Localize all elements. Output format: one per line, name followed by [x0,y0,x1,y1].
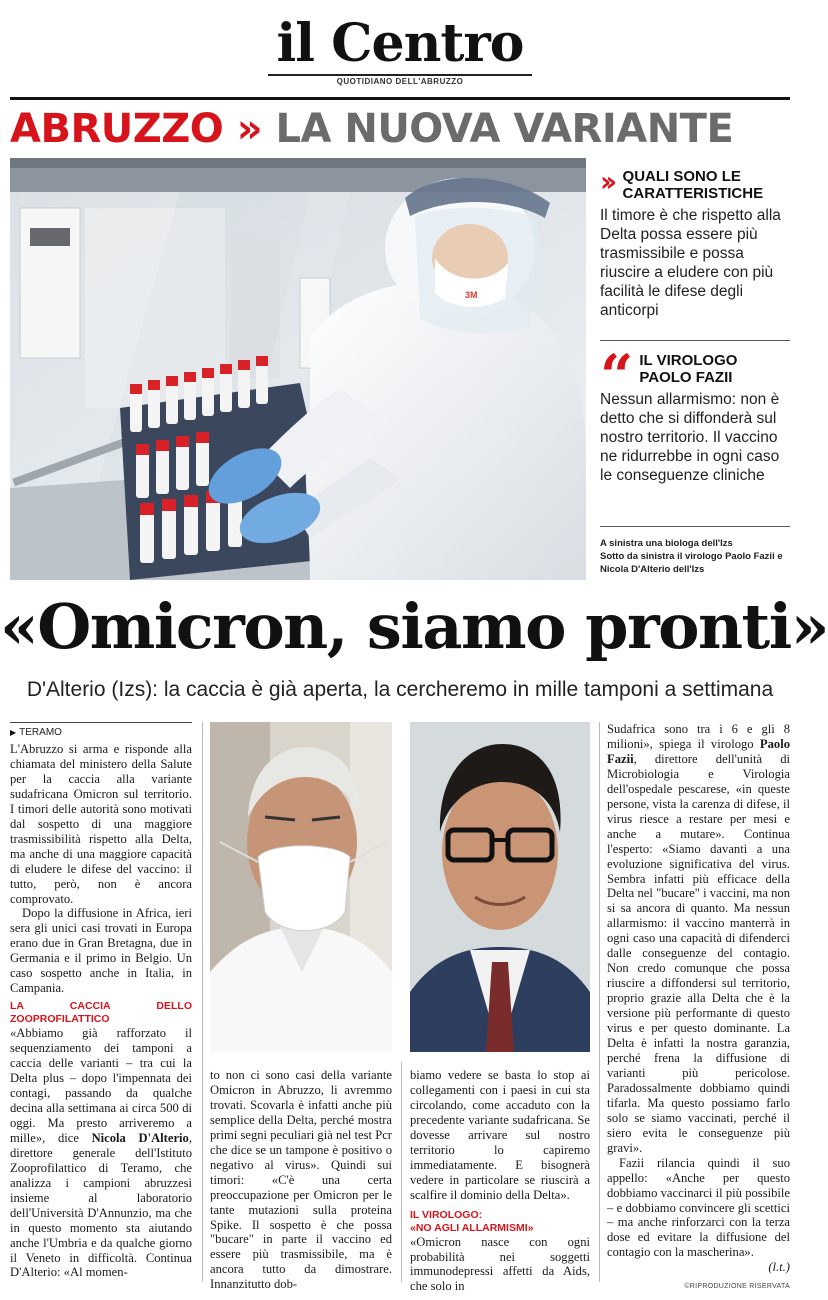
top-divider [10,97,790,100]
section-region: ABRUZZO [10,106,224,152]
article-paragraph: L'Abruzzo si arma e risponde alla chiamata del ministero della Salute per la caccia alla variante sudafricana Omicron sul territorio. I timori delle autorità sono motivati dal sospetto di una maggiore trasmissibilità rispetto alla Delta, ma anche di una maggiore capacità di eludere le difese del vaccino: il tutto, però, non è ancora comprovato. [10,742,192,906]
dateline [10,722,192,740]
sidebox-virologist [600,342,790,485]
article-paragraph [10,1026,192,1280]
caption-divider [600,526,790,527]
article-subtitle: «NO AGLI ALLARMISMI» [410,1221,534,1234]
author-signature: (l.t.) [768,1260,790,1275]
newspaper-tagline: QUOTIDIANO DELL'ABRUZZO [336,77,464,86]
sidebox-virologist-body: Nessun allarmismo: non è detto che si diffonderà sul nostro territorio. Il vaccino ne ridurrebbe in ogni caso le conseguenze cliniche [600,391,780,484]
caption-line-2: Sotto da sinistra il virologo Paolo Fazii e Nicola D'Alterio dell'Izs [600,551,783,575]
photo-caption [600,537,790,576]
article-paragraph: Fazii rilancia quindi il suo appello: «Anche per questo dobbiamo vaccinarci il più possibile – e dobbiamo convincere gli scettici – ma anche rinforzarci con la terza dose ed evitare la diffusione del contagio con la mascherina». [607,1155,790,1260]
article-paragraph: «Omicron nasce con ogni probabilità nei soggetti immunodepressi affetti da Aids, che solo in [410,1234,590,1294]
logo-underline [268,74,532,76]
column-divider [401,1062,402,1282]
sidebox-divider [600,340,790,341]
article-column-4 [607,722,790,1275]
article-paragraph: to non ci sono casi della variante Omicron in Abruzzo, li avremmo trovati. Scovarla è infatti anche più semplice della Delta, perché mostra primi segni peculiari già nel test Pcr che dice se un tampone è positivo o negativo al virus». Quindi sui timori: «C'è una certa preoccupazione per Omicron per le tante mutazioni sulla proteina Spike. Il sospetto è che possa "bucare" in parte il vaccino ed essere più trasmissibile, ma è ancora tutto da dimostrare. Innanzitutto dob- [210,1068,392,1292]
masthead [0,0,800,96]
section-header [10,104,790,154]
article-paragraph [607,722,790,1156]
photo-fazii [410,722,590,1052]
section-topic: LA NUOVA VARIANTE [275,106,734,152]
photo-dalterio [210,722,392,1052]
column-divider [202,722,203,1282]
article-column-1 [10,742,192,1280]
sidebox-virologist-title: IL VIROLOGO PAOLO FAZII [639,352,738,386]
copyright-notice: ©RIPRODUZIONE RISERVATA [684,1283,790,1290]
article-paragraph: Dopo la diffusione in Africa, ieri sera gli unici casi trovati in Europa erano due in Gran Bretagna, due in Germania e il primo in Belgio. Un caso sospetto anche in Italia, in Campania. [10,906,192,996]
headline: «Omicron, siamo pronti» [0,590,828,663]
article-subtitle: LA CACCIA DELLO ZOOPROFILATTICO [10,1000,192,1026]
article-text: Sudafrica sono tra i 6 e gli 8 milioni», spiega il virologo [607,722,790,751]
chevron-double-icon: ›› [600,165,612,198]
person-name: Paolo Fazii [607,736,790,766]
mask-brand: 3M [465,290,478,300]
section-arrows: » [236,106,263,152]
lab-photo [10,158,586,580]
caption-line-1: A sinistra una biologa dell'Izs [600,538,733,549]
triangle-right-icon: ▶ [10,728,17,737]
article-paragraph: biamo vedere se basta lo stop ai collegamenti con i paesi in cui sta circolando, come accaduto con la precedente variante sudafricana. Se dovesse arrivare sul nostro territorio lo capiremo immediatamente. E bisognerà vedere in particolare se riuscirà a scalfire il dominio della Delta». [410,1068,590,1202]
sidebox-features-body: Il timore è che rispetto alla Delta possa essere più trasmissibile e possa riuscire a eludere con più facilità le difese degli anticorpi [600,207,781,319]
column-divider [599,722,600,1282]
article-column-3 [410,1068,590,1294]
article-subtitle: IL VIROLOGO: [410,1208,483,1221]
quote-mark-icon: “ [600,342,634,410]
sidebox-features [600,165,790,320]
sidebox-features-title: QUALI SONO LE CARATTERISTICHE [622,168,764,202]
article-text: «Abbiamo già rafforzato il sequenziamento dei tamponi a caccia delle varianti – tra cui la Delta plus – dopo l'impennata dei contagi, passando da qualche decina alla settimana ai circa 500 di oggi. Ma presto arriveremo a mille», dice [10,1026,192,1145]
article-text: , direttore generale dell'Istituto Zooprofilattico di Teramo, che analizza i campioni abruzzesi insieme al laboratorio dell'Università D'Annunzio, ma che in questo momento sta aiutando anche l'Umbria e da qualche giorno il Veneto in difficoltà. Continua D'Alterio: «Al momen- [10,1130,192,1280]
dateline-city: TERAMO [19,727,62,738]
newspaper-logo: il Centro [276,13,524,74]
article-text: , direttore dell'unità di Microbiologia e Virologia dell'ospedale pescarese, «in queste persone, vista la carenza di difese, il virus riesce a restare per mesi e anche a mutare». Continua l'esperto: «Siamo davanti a una evoluzione significativa del virus. Sembra infatti più efficace della Delta nel "bucare" i vaccini, ma non si sa ancora di quanto. Ma nessun allarmismo: il vaccino manterrà in ogni caso una capacità di difenderci dalle conseguenze del contagio. Non credo comunque che possa riuscire a diffondersi sul territorio, proprio grazie alla Delta che è la versione più performante di questo virus e per questo dominante. La Delta è infatti la nostra garanzia, perché frena la diffusione di varianti più pericolose. Paradossalmente dobbiamo quindi tifarla. Ma questo possiamo farlo solo se siamo vaccinati, perché il siero evita le conseguenze più gravi». [607,751,790,1155]
subheadline: D'Alterio (Izs): la caccia è già aperta, la cercheremo in mille tamponi a settimana [26,678,774,701]
person-name: Nicola D'Alterio [91,1130,189,1145]
article-column-2 [210,1068,392,1292]
